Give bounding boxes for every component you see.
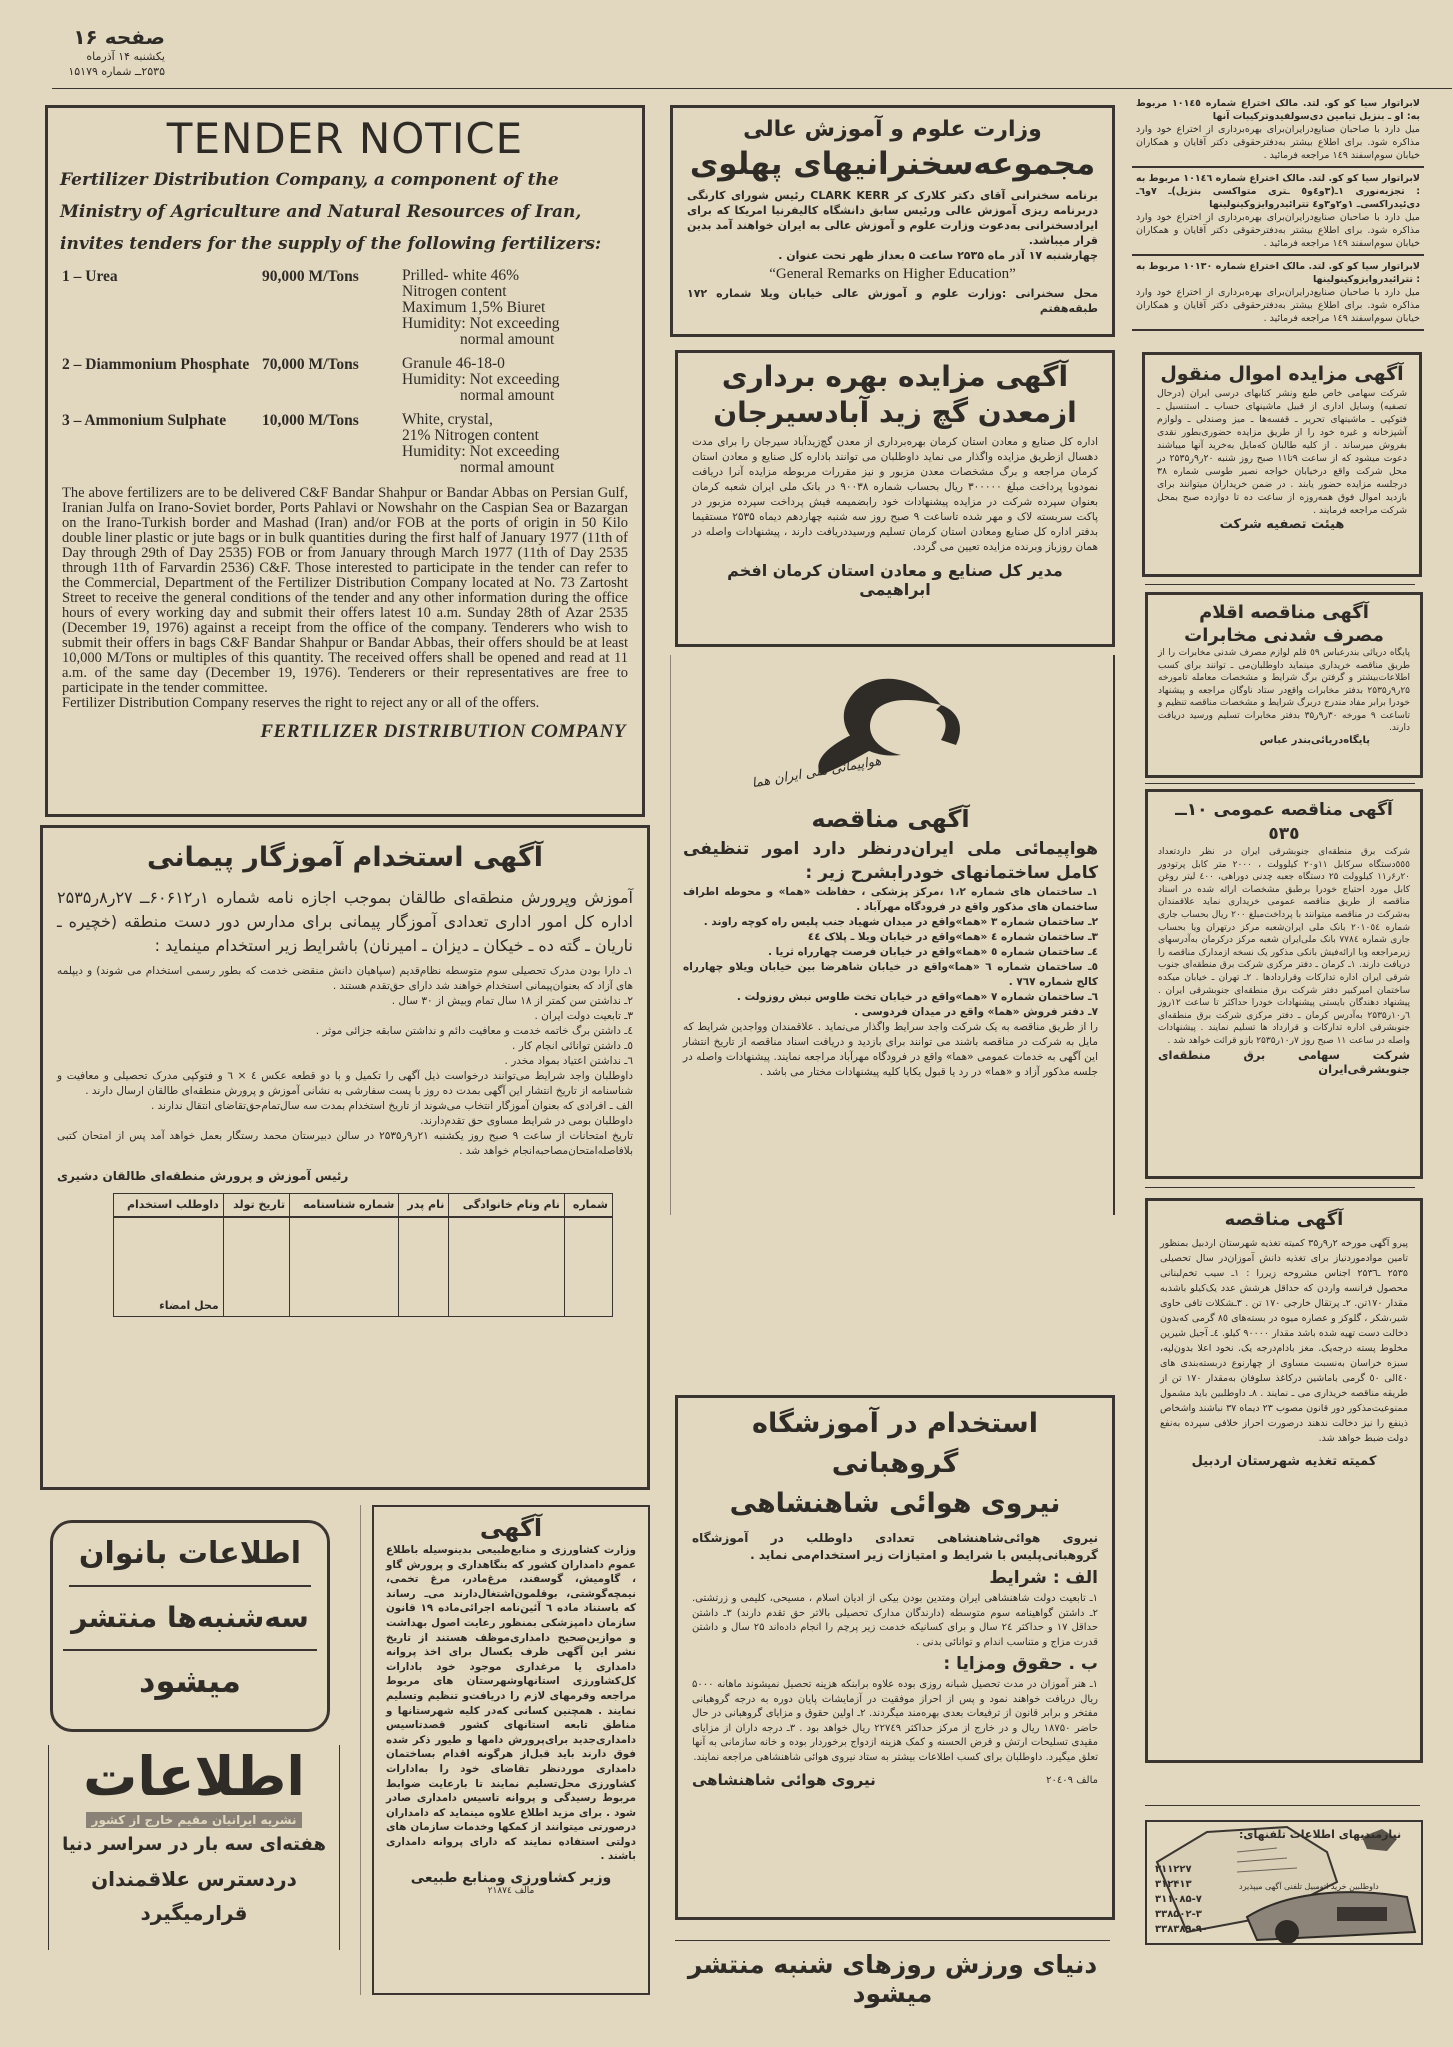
homa-tender-closing: را از طریق مناقصه به یک شرکت واجد سرایط واگذار می‌نماید . علاقمندان وواجدین شرایط که مایل به شرکت در مناقصه باشند می توانند برای بازدید و دریافت اسناد مناقصه از تاریخ انتشار این آگهی به خدمات عمومی «هما» واقع در فرودگاه مهرآباد مراجعه نمایند. پیشنهادات واصله در جلسه مذکور آزاد و «هما» در رد یا قبول یکایا کلیه پیشنهادات مختار می باشد . xyxy=(683,1021,1098,1078)
patent-body: میل دارد با صاحبان صنایع‌درایران‌برای بهره‌برداری از اختراع خود وارد مذاکره شود. برای اطلاع بیشتر به‌دفترحقوقی دکتر آقایان و همکاران خیابان سوم‌اسفند ۱٤۹ مراجعه فرمائید . xyxy=(1136,124,1420,161)
lecture-english-title: “General Remarks on Higher Education” xyxy=(769,266,1016,282)
list-item: ۱ـ دارا بودن مدرک تحصیلی سوم متوسطه نظام‌قدیم (سپاهیان دانش منقضی خدمت که بطور رسمی استخدام می شوند) و دیپلمه های آزاد که بعنوان‌پیمانی استخدام خواهند شد دارای حق‌تقدم هستند . xyxy=(57,965,633,992)
list-item: ۳ـ تابعیت دولت ایران . xyxy=(534,1010,633,1022)
signature-field-label: محل امضاء xyxy=(159,1299,219,1312)
phone-number: ۳۳۸۵۰۲-۳ xyxy=(1155,1909,1202,1920)
patent-notice xyxy=(1132,168,1424,256)
ettelaat-promo xyxy=(48,1745,340,1950)
power-tender-notice xyxy=(1145,789,1423,1179)
item-spec xyxy=(402,356,628,404)
airforce-benefits: ۱ـ هنر آموزان در مدت تحصیل شبانه روزی بوده علاوه برابنکه هزینه تحصیل نمیشوند ماهانه ۵۰۰۰ ریال دریافت خواهند نمود و پس از احراز موفقیت در آزمایشات پایان دوره به درجه گروهبانی مفتخر و برابر قانون از ترفیعات بعدی بهره‌مند میگردند. ۲ـ اولین حقوق و مزایای گروهبانی در حال حاضر ۱۸۷۵۰ ریال و در خارج از مرکز حداکثر ۲۲۷٤۹ ریال خواهد بود . ۳ـ درجه داران از مزایای مقیدی تسلیحات ارتش و قرض الحسنه و کمک هزینه ازدواج برخوردار بوده و خانه سازمانی به آنها تعلق میگیرد. داوطلبان برای کسب اطلاعات بیشتر به ستاد نیروی هوائی شاهنشاهی مراجعه نمایند. xyxy=(692,1679,1098,1763)
divider xyxy=(1145,1187,1415,1188)
column-rule xyxy=(360,1505,361,1995)
agriculture-notice xyxy=(372,1505,650,1995)
telecom-body: پایگاه دریائی بندرعباس ٥۹ قلم لوازم مصرف شدنی مخابرات را از طریق مناقصه خریداری مینماید داوطلبان‌می ـ توانند برای کسب اطلاعات‌بیشتر و گرفتن برگ شرایط و مشخصات معامله تامورخه ۲۵ر۹ر۲۵۳۵ بدفتر مخابرات واقع‌در ستاد ناوگان مراجعه و پیشنهاد خودرا برابر مفاد مندرج دربرگ شرایط و مشخصات مناقصه تنظیم و تاساعت ۹ مورخه ۳۰ر۹ر۳۵ بدفتر مخابرات تسلیم ورسید دریافت دارند. xyxy=(1158,648,1411,733)
ardabil-tender-title: آگهی مناقصه xyxy=(1224,1209,1344,1230)
airforce-conditions: ۱ـ تابعیت دولت شاهنشاهی ایران ومتدین بودن بیکی از ادیان اسلام ، مسیحی، کلیمی و زرتشتی. ۲ـ داشتن گواهینامه سوم متوسطه (دارندگان مدارک تحصیلی بالاتر حق تقدم دارند) ۳ـ داشتن حداقل ۱۷ و حداکثر ۲٤ سال و برای کسانیکه خدمت زیر پرچم را انجام داده‌اند ۲۵ سال و داشتن قدرت مزاج و متناسب اندام و توانائی بدنی . xyxy=(692,1593,1099,1648)
car-ad-slogan xyxy=(1239,1828,1401,1841)
tender-notice xyxy=(45,105,645,817)
airforce-footer xyxy=(692,1771,1098,1789)
lecture-date: چهارشنبه ۱۷ آذر ماه ۲۵۳۵ ساعت ۵ بعداز ظهر تحت عنوان . xyxy=(778,249,1098,262)
homa-tender-notice xyxy=(670,655,1115,1215)
teacher-conditions xyxy=(57,964,633,1069)
patent-notice xyxy=(1132,95,1424,168)
banovan-promo xyxy=(50,1520,330,1732)
homa-logo-text: هواپیمائی ملی ایران هما xyxy=(750,753,883,792)
agriculture-title: آگهی xyxy=(479,1514,543,1542)
list-item: ۲ـ نداشتن سن کمتر از ۱۸ سال تمام وبیش از ۳۰ سال . xyxy=(391,995,633,1007)
form-header: نام ونام خانوادگی xyxy=(449,1194,565,1218)
phone-number: ۳۱۱۰۸۵-۷ xyxy=(1155,1894,1202,1905)
airforce-subtitle: نیروی هوائی شاهنشاهی xyxy=(729,1488,1061,1519)
masthead xyxy=(55,25,165,79)
movable-auction-signature: هیئت تصفیه شرکت xyxy=(1219,517,1345,532)
airforce-code: مالف ۲۰٤۰۹ xyxy=(1046,1774,1098,1786)
form-header-row xyxy=(114,1194,613,1218)
auction-signature: مدیر کل صنایع و معادن استان کرمان افخم ابراهیمی xyxy=(727,561,1063,599)
list-item: ٥ـ داشتن توانائی انجام کار . xyxy=(512,1040,633,1052)
spec-line: normal amount xyxy=(460,459,555,476)
form-field[interactable] xyxy=(399,1217,449,1317)
divider xyxy=(675,1940,1110,1941)
classifieds-car-ad xyxy=(1145,1820,1423,1945)
sports-promo: دنیای ورزش روزهای شنبه منتشر میشود xyxy=(687,1950,1098,2008)
telecom-subtitle: مصرف شدنی مخابرات xyxy=(1184,625,1384,646)
teacher-note: الف ـ افرادی که بعنوان آموزگار انتخاب می‌شوند از تاریخ استخدام بمدت سه سال‌تمام‌حق‌تقاضای انتقال ندارند . xyxy=(150,1100,633,1112)
issue-number: ۲۵۳۵ــ شماره ۱۵۱۷۹ xyxy=(68,65,165,78)
tender-signature: FERTILIZER DISTRIBUTION COMPANY xyxy=(260,721,626,742)
ettelaat-logo: اطلاعات xyxy=(83,1745,305,1808)
form-header: داوطلب استخدام xyxy=(114,1194,224,1218)
fertilizer-item xyxy=(48,412,642,476)
patent-heading: لابراتوار سیا کو کو. لتد. مالک اختراع شماره ۱۰۱٤٥ مربوط به: او ـ بنزیل تیامین دی‌سولفیدوترکیبات آنها xyxy=(1136,98,1420,122)
spec-line: normal amount xyxy=(460,387,555,404)
airforce-title: استخدام در آموزشگاه گروهبانی xyxy=(752,1408,1038,1479)
intro-line: Fertilizer Distribution Company, a component of the xyxy=(60,170,559,190)
banovan-line-2: سه‌شنبه‌ها منتشر xyxy=(63,1587,317,1651)
item-name: 1 – Urea xyxy=(62,268,118,285)
intro-line: invites tenders for the supply of the following fertilizers: xyxy=(60,234,602,254)
phone-list xyxy=(1155,1862,1208,1937)
airforce-signature: نیروی هوائی شاهنشاهی xyxy=(692,1771,876,1789)
item-quantity: 10,000 M/Tons xyxy=(262,412,359,429)
spec-line: Humidity: Not exceeding xyxy=(402,315,560,332)
spec-line: normal amount xyxy=(460,331,555,348)
list-item: ۲ـ ساختمان شماره ۳ «هما»واقع در میدان شهیاد جنب پلیس راه کوچه راوند . xyxy=(703,916,1098,928)
intro-line: Ministry of Agriculture and Natural Resources of Iran, xyxy=(60,202,582,222)
patent-notice xyxy=(1132,256,1424,331)
teacher-exam-date: تاریخ امتحانات از ساعت ۹ صبح روز یکشنبه ۲۱ر۹ر۲۵۳۵ در سالن دبیرستان محمد رستگار بعمل خواهد آمد پس از امتحان کتبی بلافاصله‌امتحان‌مصاحبه‌انجام خواهد شد . xyxy=(57,1130,633,1157)
mine-auction-notice xyxy=(675,350,1115,647)
form-header: شماره شناسنامه xyxy=(290,1194,399,1218)
science-ministry-notice xyxy=(670,105,1115,337)
car-ad-tagline: داوطلبین خرید اتومبیل تلفنی آگهی میپذیرد xyxy=(1239,1882,1379,1891)
power-tender-body: شرکت برق منطقه‌ای جنوبشرقی ایران در نظر داردتعداد ٥٥٥دستگاه سرکابل ۱۱و۲۰ کیلوولت ، ۲۰۰۰ متر کابل پرتودور ۲۰ر۶ر۱۱ کیلوولت ۲۵ دستگاه جعبه چدنی دوراهی، ٤۰۰ لیتر روغن کابل مورد احتیاج خودرا برطبق مشخصات ارائه شده در اسناد مناقصه از طریق مناقصه عمومی خریداری نماید علاقمندان به‌شرکت در مناقصه میتوانند با پرداخت‌مبلغ ۲۰۰ ریال بحساب جاری شماره ۲۰۱۰٥٤ بانک ملی ایران‌شعبه مرکز درتهران ویا بحساب جاری شماره ۷۷۸٤ بانک ملی‌ایران شعبه مرکز درکرمان به‌آدرسهای زیرمراجعه وبا ارائه‌فیش بانکی مذکور یک نسخه ازمدارک مناقصه را دریافت دارند. ۱ـ کرمان ـ دفتر مرکزی شرکت برق منطقه‌ای جنوب شرقی ایران اداره تدارکات وقراردادها . ۲ـ تهران ـ خیابان میکده ساختمان امیرکبیر دفتر شرکت برق منطقه‌ای جنوبشرقی ایران . پیشنهاد دهندگان بایستی پیشنهادات خودرا حداکثر تا ساعت ۱۲روز ٦ر۱۰ر۲۵۳۵ به‌آدرس کرمان ـ دفتر مرکزی شرکت برق منطقه‌ای جنوبشرقی اداره تدارکات و قرارداد ها تسلیم نمایند . پیشنهادات واصله در ساعت ۱۱ صبح روز ۷ر۱۰ر۲۵۳۵ بازو قرائت خواهد شد . xyxy=(1158,847,1411,1046)
item-quantity: 70,000 M/Tons xyxy=(262,356,359,373)
ettelaat-line-3: قرارمیگیرد xyxy=(140,1901,248,1925)
ettelaat-line-2: دردسترس علاقمندان xyxy=(91,1867,297,1891)
page-number: صفحه ۱۶ xyxy=(73,25,165,49)
patent-notices xyxy=(1132,95,1424,331)
list-item: ۱ـ ساختمان های شماره ۱،۲ ،مرکز پزشکی ، حفاظت «هما» و محوطه اطراف ساختمان های مذکور واقع در فرودگاه مهرآباد . xyxy=(683,886,1098,913)
list-item: ٤ـ داشتن برگ خاتمه خدمت و معافیت دائم و نداشتن سابقه جزائی موثر . xyxy=(315,1025,633,1037)
item-spec xyxy=(402,268,628,348)
list-item: ٥ـ ساختمان شماره ٦ «هما»واقع در خیابان شاهرضا بین خیابان ویلاو چهارراه کالج شماره ۷٦۷ . xyxy=(683,961,1099,988)
patent-heading: لابراتوار سیا کو کو. لتد. مالک اختراع شماره ۱۰۱۳۰ مربوط به : تترائیدروایزوکینولینها xyxy=(1136,261,1421,285)
ardabil-tender-notice xyxy=(1145,1198,1423,1763)
power-tender-signature: شرکت سهامی برق منطقه‌ای جنوبشرقی‌ایران xyxy=(1158,1047,1410,1076)
signature-field[interactable] xyxy=(114,1217,224,1317)
auction-body: اداره کل صنایع و معادن استان کرمان بهره‌برداری از معدن گچ‌زیدآباد سیرجان را برای مدت دهسال ازطریق مزایده واگذار می نماید داوطلبان می توانند باداره کل صنایع و معادن استان کرمان مراجعه و برگ مشخصات معدن مزبور و نیز مقررات مربوطه مزایده آنرا دریافت نمودوبا پرداخت مبلغ ۳۰۰۰۰۰ ریال بحساب شماره ۹۰۰۳۸ در بانک ملی ایران شعبه کرمان بعنوان سپرده شرکت در مزایده پیشنهادات خود رابضمیمه فیش پرداخت سپرده مزبور در پاکت سربسته لاک و مهر شده تاساعت ۹ صبح روز سه شنبه چهاردهم دیماه ۲۵۳۵ مستقیما بدفتر اداره کل صنایع ومعادن استان کرمان تسلیم ورسیددریافت دارند ، پیشنهادات واصله در همان روزباز وبرنده مزایده تعیین می گردد. xyxy=(692,436,1098,553)
phone-number: ۳۱۲۴۱۳ xyxy=(1155,1879,1192,1890)
lecture-body: برنامه سخنرانی آقای دکتر کلارک کر CLARK KERR رئیس شورای کارنگی دربرنامه ریزی آموزش عالی ورئیس سابق دانشگاه کالیفرنیا امریکا که برای ایرادسخنرانی به‌دعوت وزارت علوم و آموزش عالی به ایران خواهند آمد بدین قرار میباشد. xyxy=(687,189,1098,247)
homa-tender-lead: هواپیمائی ملی ایران‌درنظر دارد امور تنظیفی کامل ساختمانهای خودرابشرح زیر : xyxy=(683,839,1098,883)
movable-auction-title: آگهی مزایده اموال منقول xyxy=(1160,363,1404,385)
airforce-lead: نیروی هوائی‌شاهنشاهی تعدادی داوطلب در آموزشگاه گروهبانی‌پلیس با شرایط و امتیازات زیر استخدام‌می نماید . xyxy=(692,1531,1098,1562)
spec-line: Humidity: Not exceeding xyxy=(402,443,560,460)
auction-subtitle: ازمعدن گچ زید آبادسیرجان xyxy=(713,396,1077,429)
tender-reserve: Fertilizer Distribution Company reserves the right to reject any or all of the offers. xyxy=(62,695,540,711)
form-field[interactable] xyxy=(564,1217,612,1317)
spec-line: White, crystal, xyxy=(402,411,493,428)
divider xyxy=(1145,783,1415,784)
patent-body: میل دارد با صاحبان صنایع‌درایران‌برای بهره‌برداری از اختراع خود وارد مذاکره شود. برای اطلاع بیشتر به‌دفترحقوقی دکتر آقایان و همکاران خیابان سوم‌اسفند ۱٤۹ مراجعه فرمائید . xyxy=(1136,287,1420,324)
tender-body: The above fertilizers are to be delivered C&F Bandar Shahpur or Bandar Abbas on Persian Gulf, Iranian Julfa on Irano-Soviet border, Ports Pahlavi or Nowshahr on the Caspian Sea or Bazargan on the Irano-Turkish border and Mashad (Iran) and/or FOB at the ports of origin in 50 Kilo double liner plastic or jute bags or in bulk quantities during the first half of January 1977 (11th of Day through 29th of Day 2535) FOB or from January through March 1977 (11th of Day 2535 through 11th of Farvardin 2536) C&F. Those interested to participate in the tender can refer to the Commercial, Department of the Fertilizer Distribution Company located at No. 73 Zartosht Street to receive the general conditions of the tender and any other information during the office hours of every working day and submit their offers latest 10 a.m. Sunday 28th of Azar 2535 (December 19, 1976) against a receipt from the office of the company. Tenderers who wish to submit their offers in bags C&F Bandar Shahpur or Bandar Abbas, their offers should be at least 10,000 M/Tons or multiples of this quantity. The received offers shall be opened and read at 11 a.m. of the same day (December 19, 1976). Tenderers or their representatives are free to participate in the tender committee. xyxy=(62,485,628,696)
form-entry-row xyxy=(114,1217,613,1317)
ettelaat-line-1: هفته‌ای سه بار در سراسر دنیا xyxy=(62,1834,326,1855)
fertilizer-item xyxy=(48,356,642,404)
item-name: 2 – Diammonium Phosphate xyxy=(62,356,250,373)
fertilizer-item xyxy=(48,268,642,348)
airforce-section-conditions: الف : شرایط xyxy=(989,1568,1098,1588)
power-tender-title: آگهی مناقصه عمومی ۱۰ــ ٥۳٥ xyxy=(1175,800,1393,844)
slogan: نیازمندیهای اطلاعات xyxy=(1289,1828,1402,1841)
lecture-series-title: مجموعه‌سخنرانیهای پهلوی xyxy=(689,146,1096,182)
form-header: شماره xyxy=(564,1194,612,1218)
auction-title: آگهی مزایده بهره برداری xyxy=(721,360,1069,393)
list-item: ۷ـ دفتر فروش «هما» واقع در میدان فردوسی . xyxy=(854,1006,1098,1018)
lecture-venue: محل سخنرانی :وزارت علوم و آموزش عالی خیابان ویلا شماره ۱۷۲ طبقه‌هفتم xyxy=(687,287,1098,315)
list-item: ٦ـ ساختمان شماره ۷ «هما»واقع در خیابان تخت طاوس نبش روزولت . xyxy=(736,991,1098,1003)
teacher-local-note: داوطلبان بومی در شرایط مساوی حق تقدم‌دارند. xyxy=(420,1115,633,1127)
agriculture-body: وزارت کشاورزی و منابع‌طبیعی بدینوسیله باطلاع عموم دامداران کشور که بنگاهداری و پرورش گاو ، گاومیش، گوسفند، مرغ‌مادر، مرغ تخمی، نیمچه‌گوشتی، بوقلمون‌اشتغال‌دارند می‌ـ رساند که باستناد ماده ٦ آئین‌نامه اجرائی‌ماده ۱۹ قانون سازمان دامپزشکی بمنظور رعایت اصول بهداشت و موازین‌صحیح دامداری‌موظف هستند از تاریخ نشر این آگهی ظرف یکسال برای اخذ پروانه دامداری یا مرغداری موجود خود بادارات کل‌کشاورزی استانهاوشهرستان های مربوط مراجعه وفرمهای لازم را دریافت‌و تنظیم وتسلیم نمایند . همچنین کسانی که‌در کلیه شهرستانها و مناطق تابعه استانهای کشور قصدتاسیس دامداری‌جدید برای‌پرورش دامها و طیور ذکر شده فوق دارند باید قبل‌از هرگونه اقدام بساختمان دامداری مورد‌نظر تقاضای خود را به‌ادارات کشاورزی محل‌تسلیم نمایند تا بارعایت ضوابط مربوط رسیدگی و پروانه تاسیس دامداری صادر شود . برای مزید اطلاع علاوه مینماید که دامداران درصورتی میتوانند از کمکها وخدمات سازمان های دولتی استفاده نمایند که دارای پروانه دامداری باشند . xyxy=(386,1544,636,1863)
homa-tender-content xyxy=(683,805,1098,1080)
form-header: نام پدر xyxy=(399,1194,449,1218)
airforce-employment-notice xyxy=(675,1395,1115,1920)
item-quantity: 90,000 M/Tons xyxy=(262,268,359,285)
divider xyxy=(1145,1805,1420,1806)
list-item: ٦ـ نداشتن اعتیاد بمواد مخدر . xyxy=(504,1055,633,1067)
agriculture-code: مالف ۲۱۸۷٤ xyxy=(487,1886,535,1897)
form-header: تاریخ تولد xyxy=(223,1194,289,1218)
teacher-signature: رئیس آموزش و پرورش منطقه‌ای طالقان دشیری xyxy=(57,1169,349,1183)
list-item: ۳ـ ساختمان شماره ٤ «هما»واقع در خیابان ویلا ـ پلاک ٤٤ xyxy=(807,931,1098,943)
header-rule xyxy=(52,88,1452,89)
patent-heading: لابراتوار سیا کو کو. لتد. مالک اختراع شماره ۱۰۱٤٦ مربوط به : تجزیه‌نوری ۱ـ(۳و٤و٥ ـتری متواکسی بنزیل)ـ ۷و٦ـ دی‌ئیدراکسی‌ـ ۱و۲و۳و٤ تترائیدروایزوکینولینها xyxy=(1136,173,1421,210)
item-name: 3 – Ammonium Sulphate xyxy=(62,412,227,429)
telecom-title: آگهی مناقصه اقلام xyxy=(1199,602,1369,623)
movable-auction-notice xyxy=(1142,352,1422,577)
divider xyxy=(1145,584,1415,585)
spec-line: Granule 46-18-0 xyxy=(402,355,505,372)
spec-line: Humidity: Not exceeding xyxy=(402,371,560,388)
phone-number: ۳۱۱۲۲۷ xyxy=(1155,1864,1192,1875)
spec-line: 21% Nitrogen content xyxy=(402,427,539,444)
patent-body: میل دارد با صاحبان صنایع‌درایران‌برای بهره‌برداری از اختراع خود وارد مذاکره شود. برای اطلاع بیشتر به‌دفترحقوقی دکتر آقایان و همکاران خیابان سوم‌اسفند ۱٤۹ مراجعه فرمائید . xyxy=(1136,212,1420,249)
application-form xyxy=(113,1193,613,1317)
ardabil-tender-body: پیرو آگهی مورخه ۲ر۹ر۳۵ کمیته تغذیه شهرستان اردبیل بمنظور تامین موادموردنیاز برای تغذیه دانش آموزان‌در سال تحصیلی ۲۵۳۵ ـ۲۵۳٦ اجناس مشروحه زیررا : ۱ـ سیب تخم‌لبنانی محصول فرانسه واردن که حداقل هرشش عدد یک‌کیلو باشدبه مقدار ۱۷۰تن. ۲ـ پرتقال خارجی ۱۷۰ تن . ۳ـشکلات تافی حاوی شیر،شکر ، گلوکز و عصاره میوه در بسته‌های ۸٥ گرمی که‌بدون دخالت دست تهیه شده باشد مقدار ۹۰۰۰۰ کیلو. ٤ـ آجیل شیرین مخلوط پسته درجه‌یک. مغز بادام‌درجه یک. نخود اعلا بدون‌لپه، سبزه خراسان به‌نسبت مساوی از چهارنوع دربسته‌بندی های ٤۰الی ٥۰ گرمی باماشین درکاغذ سلوفان به‌مقدار ۱۷۰ تن از طریقه مناقصه خریداری می ـ نمایند . ۸ـ داوطلبین باید مشمول ممنوعیت‌مذکور دور قانون مصوب ۲۳ دیماه ۳۷ نباشند واشخاص ذینفع را نیز دخالت ندهند درصورت احراز خلافی سپرده به‌نفع دولت ضبط خواهد شد. xyxy=(1160,1238,1409,1444)
spec-line: Maximum 1,5% Biuret xyxy=(402,299,546,316)
ettelaat-band: نشریه ایرانیان مقیم خارج از کشور xyxy=(86,1812,303,1828)
banovan-line-3: میشود xyxy=(139,1662,241,1700)
tender-intro xyxy=(48,164,642,260)
homa-building-list xyxy=(683,885,1098,1020)
form-field[interactable] xyxy=(449,1217,565,1317)
banovan-line-1: اطلاعات بانوان xyxy=(69,1523,311,1587)
form-field[interactable] xyxy=(223,1217,289,1317)
ministry-kicker: وزارت علوم و آموزش عالی xyxy=(743,117,1042,142)
homa-tender-title: آگهی مناقصه xyxy=(811,805,970,833)
telecom-tender-notice xyxy=(1145,592,1423,778)
movable-auction-body: شرکت سهامی خاص طبع ونشر کتابهای درسی ایران (درحال تصفیه) وسایل اداری از قبیل ماشینهای حساب ـ استنسیل ـ فتوکپی ـ ماشینهای تحریر ـ قفسه‌ها ـ میز وصندلی ـ ولوازم آشپزخانه و غیره خود را از طریق مزایده حضوری‌بطور نقدی بفروش میرساند . از کلیه طالبان که‌مایل به‌خرید آنها میباشند دعوت میشود که از ساعت ۹تا۱۱ صبح روز شنبه ۲۰ر۹ر۲۵۳۵ در محل شرکت واقع درخیابان خواجه نصیر طوسی شماره ۳۸ درجلسه مزایده حضور یابند . در ضمن خریداران میتوانند برای بازدید اموال فوق همه‌روزه از ساعت ده تا دوازده صبح بمحل شرکت مراجعه فرمایند . xyxy=(1157,388,1407,516)
ardabil-tender-signature: کمیته تغذیه شهرستان اردبیل xyxy=(1191,1454,1377,1469)
form-field[interactable] xyxy=(290,1217,399,1317)
spec-line: Prilled- white 46% xyxy=(402,267,520,284)
tender-title: TENDER NOTICE xyxy=(166,114,524,163)
teacher-title: آگهی استخدام آموزگار پیمانی xyxy=(147,842,543,873)
phone-number: ۳۳۸۳۸۹-۹۰ xyxy=(1155,1924,1208,1935)
phones-label: تلفنهای: xyxy=(1239,1828,1286,1841)
agriculture-signature: وزیر کشاورزی ومنابع طبیعی xyxy=(410,1870,612,1887)
item-spec xyxy=(402,412,628,476)
date: یکشنبه ۱۴ آذرماه xyxy=(86,50,165,63)
spec-line: Nitrogen content xyxy=(402,283,507,300)
list-item: ٤ـ ساختمان شماره ٥ «هما»واقع در خیابان فرصت چهارراه ثریا . xyxy=(767,946,1098,958)
teacher-employment-notice xyxy=(40,825,650,1490)
teacher-instructions: داوطلبان واجد شرایط می‌توانند درخواست ذیل آگهی را تکمیل و با دو قطعه عکس ٤ × ٦ و فتوکپی مدرک تحصیلی و معافیت و شناسنامه از تاریخ انتشار این آگهی بمدت ده روز با پست سفارشی به نشانی آموزش و پرورش منطقه‌ای طالقان ارسال دارند . xyxy=(57,1070,633,1097)
airforce-section-benefits: ب . حقوق ومزایا : xyxy=(943,1654,1098,1674)
teacher-lead: آموزش وپرورش منطقه‌ای طالقان بموجب اجازه نامه شماره ۱ر۶۰۶۱۲ــ ۲۷ر۸ر۲۵۳۵ اداره کل امور اداری تعدادی آموزگار پیمانی برای مدارس دور دست منطقه (خچیره ـ ناریان ـ گته ده ـ خیکان ـ دیزان ـ امیرنان) باشرایط زیر استخدام مینماید : xyxy=(57,888,633,955)
telecom-signature: پایگاه‌دریائی‌بندر عباس xyxy=(1259,734,1370,746)
